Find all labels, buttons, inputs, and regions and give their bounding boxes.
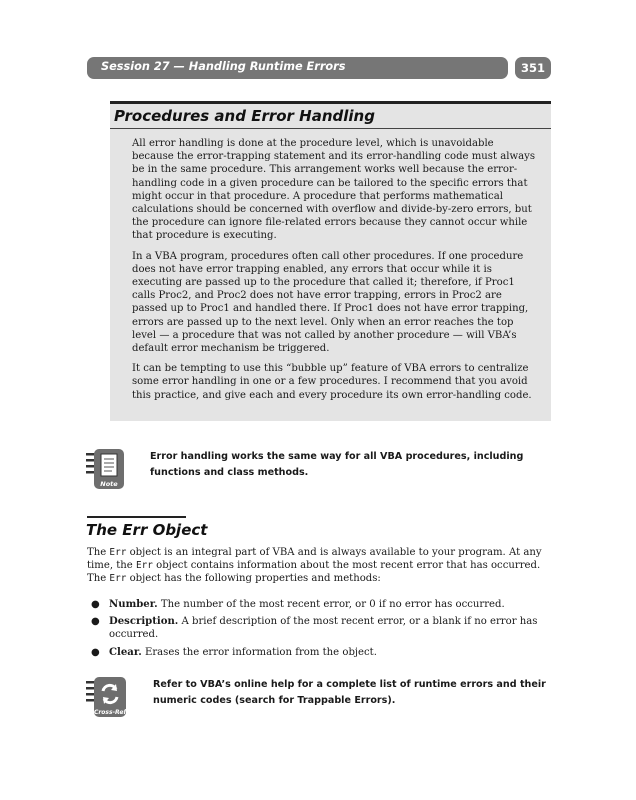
property-term: Number. bbox=[109, 599, 158, 610]
list-item bbox=[87, 598, 552, 611]
code-err: Err bbox=[136, 560, 153, 572]
running-title: Session 27 — Handling Runtime Errors bbox=[101, 60, 346, 73]
sidebar-title-rule bbox=[110, 128, 551, 129]
intro-paragraph bbox=[87, 546, 552, 586]
cross-ref-text: Refer to VBA’s online help for a complete list of runtime errors and their numeric codes (search for Trappable Errors). bbox=[153, 679, 546, 706]
cross-ref-icon-label: Cross-Ref bbox=[93, 709, 127, 716]
property-desc: Erases the error information from the object. bbox=[141, 646, 377, 658]
list-item bbox=[87, 646, 552, 659]
intro-text: object contains information about the most recent error that has occurred. The bbox=[87, 560, 541, 585]
sidebar-body bbox=[132, 137, 537, 409]
intro-text: object has the following properties and methods: bbox=[126, 573, 381, 585]
sidebar-paragraph: It can be tempting to use this “bubble up” feature of VBA errors to centralize some error handling in one or a few procedures. I recommend that you avoid this practice, and give each and every procedure its own error-handling code. bbox=[132, 363, 532, 401]
sidebar-box bbox=[110, 101, 551, 421]
bullet-icon: ● bbox=[91, 646, 100, 658]
property-desc: A brief description of the most recent error, or a blank if no error has occurred. bbox=[109, 616, 538, 641]
code-err: Err bbox=[109, 547, 127, 558]
property-list bbox=[87, 598, 552, 663]
bullet-icon: ● bbox=[91, 599, 100, 610]
cross-ref-icon bbox=[86, 677, 128, 723]
running-header bbox=[87, 57, 508, 79]
sidebar-paragraph: All error handling is done at the procedure level, which is unavoidable because the error-trapping statement and its error-handling code must always be in the same procedure. This arrangement works well because the error-handling code in a given procedure can be tailored to the specific errors that might occur in that procedure. A procedure that performs mathematical calculations should be concerned with overflow and divide-by-zero errors, but the procedure can ignore file-related errors because they cannot occur while that procedure is executing. bbox=[132, 138, 536, 242]
list-item bbox=[87, 615, 552, 641]
note-icon-label: Note bbox=[100, 480, 118, 488]
note-icon bbox=[86, 449, 126, 495]
section-rule bbox=[87, 516, 186, 518]
bullet-icon: ● bbox=[91, 616, 100, 628]
property-term: Clear. bbox=[109, 646, 142, 658]
code-err: Err bbox=[109, 573, 127, 585]
sidebar-paragraph: In a VBA program, procedures often call other procedures. If one procedure does not have error trapping enabled, any errors that occur while it is executing are passed up to the procedure that called it; therefore, if Proc1 calls Proc2, and Proc2 does not have error trapping, errors in Proc2 are passed up to Proc1 and handled there. If Proc1 does not have error trapping, errors are passed up to the next level. Only when an error reaches the top level — a procedure that was not called by another procedure — will VBA’s default error mechanism be triggered. bbox=[132, 250, 529, 355]
intro-text: The bbox=[87, 547, 110, 558]
note-text: Error handling works the same way for all VBA procedures, including functions and class methods. bbox=[150, 451, 524, 478]
property-desc: The number of the most recent error, or 0 if no error has occurred. bbox=[157, 599, 505, 610]
intro-text: object is an integral part of VBA and is always available to your program. At any time, the bbox=[87, 547, 542, 572]
page-number: 351 bbox=[515, 57, 551, 79]
section-title: The Err Object bbox=[86, 521, 208, 539]
property-term: Description. bbox=[109, 616, 179, 628]
sidebar-title: Procedures and Error Handling bbox=[114, 107, 375, 125]
